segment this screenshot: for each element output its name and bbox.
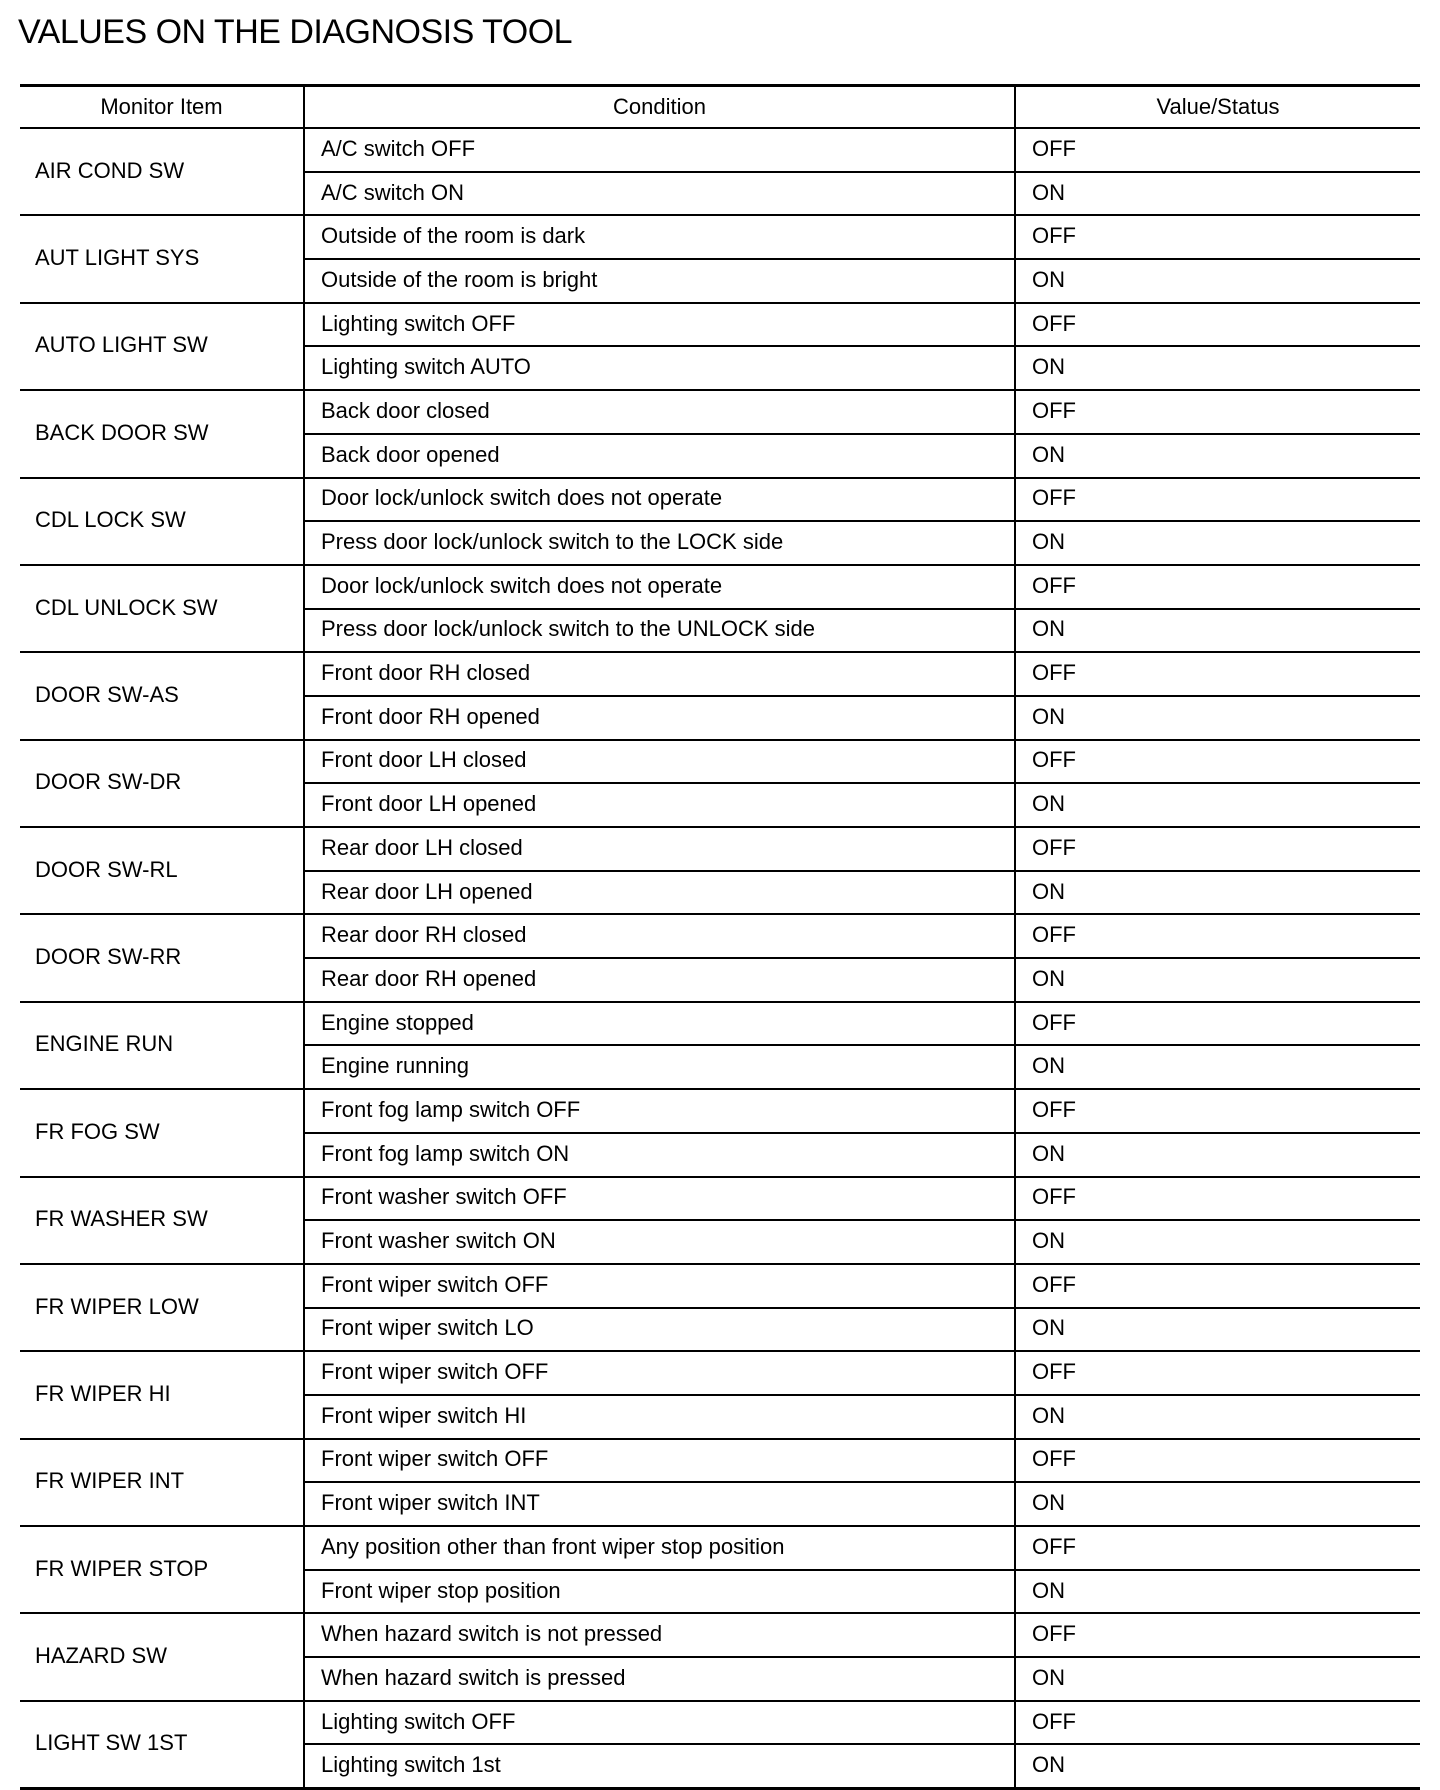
value-status-cell: ON xyxy=(1015,259,1420,303)
condition-cell: Front wiper switch OFF xyxy=(304,1264,1015,1308)
table-row xyxy=(20,1089,1420,1133)
monitor-item-cell: DOOR SW-RR xyxy=(20,914,304,1001)
condition-cell: Door lock/unlock switch does not operate xyxy=(304,478,1015,522)
table-row xyxy=(20,565,1420,609)
value-status-cell: ON xyxy=(1015,1045,1420,1089)
monitor-item-cell: HAZARD SW xyxy=(20,1613,304,1700)
monitor-item-cell: FR WASHER SW xyxy=(20,1177,304,1264)
condition-cell: Front door LH closed xyxy=(304,740,1015,784)
condition-cell: Rear door RH opened xyxy=(304,958,1015,1002)
condition-cell: Front wiper switch LO xyxy=(304,1308,1015,1352)
table-row xyxy=(20,1351,1420,1395)
condition-cell: Front fog lamp switch ON xyxy=(304,1133,1015,1177)
table-row xyxy=(20,914,1420,958)
condition-cell: Front washer switch OFF xyxy=(304,1177,1015,1221)
value-status-cell: ON xyxy=(1015,696,1420,740)
condition-cell: Rear door LH closed xyxy=(304,827,1015,871)
value-status-cell: OFF xyxy=(1015,1526,1420,1570)
condition-cell: Lighting switch 1st xyxy=(304,1744,1015,1788)
header-value-status: Value/Status xyxy=(1015,86,1420,129)
value-status-cell: ON xyxy=(1015,1220,1420,1264)
table-row xyxy=(20,652,1420,696)
condition-cell: Lighting switch OFF xyxy=(304,1701,1015,1745)
value-status-cell: OFF xyxy=(1015,914,1420,958)
table-row xyxy=(20,215,1420,259)
table-row xyxy=(20,1526,1420,1570)
table-row xyxy=(20,478,1420,522)
condition-cell: Lighting switch OFF xyxy=(304,303,1015,347)
value-status-cell: ON xyxy=(1015,1744,1420,1788)
condition-cell: Front wiper stop position xyxy=(304,1570,1015,1614)
monitor-item-cell: FR WIPER LOW xyxy=(20,1264,304,1351)
condition-cell: Front wiper switch HI xyxy=(304,1395,1015,1439)
table-row xyxy=(20,1701,1420,1745)
header-monitor-item: Monitor Item xyxy=(20,86,304,129)
diagnosis-values-table xyxy=(20,84,1420,1790)
value-status-cell: ON xyxy=(1015,609,1420,653)
value-status-cell: ON xyxy=(1015,871,1420,915)
value-status-cell: OFF xyxy=(1015,740,1420,784)
condition-cell: A/C switch ON xyxy=(304,172,1015,216)
value-status-cell: OFF xyxy=(1015,128,1420,172)
value-status-cell: OFF xyxy=(1015,1002,1420,1046)
condition-cell: When hazard switch is pressed xyxy=(304,1657,1015,1701)
table-header-row xyxy=(20,86,1420,129)
table-row xyxy=(20,740,1420,784)
condition-cell: Front fog lamp switch OFF xyxy=(304,1089,1015,1133)
value-status-cell: OFF xyxy=(1015,478,1420,522)
value-status-cell: OFF xyxy=(1015,1439,1420,1483)
condition-cell: Front washer switch ON xyxy=(304,1220,1015,1264)
value-status-cell: ON xyxy=(1015,1133,1420,1177)
value-status-cell: OFF xyxy=(1015,1089,1420,1133)
monitor-item-cell: LIGHT SW 1ST xyxy=(20,1701,304,1789)
value-status-cell: OFF xyxy=(1015,390,1420,434)
monitor-item-cell: CDL LOCK SW xyxy=(20,478,304,565)
monitor-item-cell: AUTO LIGHT SW xyxy=(20,303,304,390)
value-status-cell: ON xyxy=(1015,1482,1420,1526)
page-title: VALUES ON THE DIAGNOSIS TOOL xyxy=(18,13,573,51)
condition-cell: Front wiper switch OFF xyxy=(304,1351,1015,1395)
value-status-cell: ON xyxy=(1015,1570,1420,1614)
condition-cell: Rear door RH closed xyxy=(304,914,1015,958)
value-status-cell: ON xyxy=(1015,1395,1420,1439)
monitor-item-cell: FR FOG SW xyxy=(20,1089,304,1176)
table-row xyxy=(20,1177,1420,1221)
value-status-cell: OFF xyxy=(1015,1613,1420,1657)
table-row xyxy=(20,128,1420,172)
monitor-item-cell: ENGINE RUN xyxy=(20,1002,304,1089)
table-row xyxy=(20,1002,1420,1046)
table-row xyxy=(20,1264,1420,1308)
condition-cell: Lighting switch AUTO xyxy=(304,346,1015,390)
condition-cell: Back door closed xyxy=(304,390,1015,434)
value-status-cell: OFF xyxy=(1015,827,1420,871)
monitor-item-cell: DOOR SW-RL xyxy=(20,827,304,914)
condition-cell: Front wiper switch OFF xyxy=(304,1439,1015,1483)
table-row xyxy=(20,1613,1420,1657)
condition-cell: When hazard switch is not pressed xyxy=(304,1613,1015,1657)
value-status-cell: ON xyxy=(1015,172,1420,216)
value-status-cell: ON xyxy=(1015,434,1420,478)
condition-cell: Front door LH opened xyxy=(304,783,1015,827)
value-status-cell: ON xyxy=(1015,1308,1420,1352)
value-status-cell: ON xyxy=(1015,1657,1420,1701)
table-row xyxy=(20,390,1420,434)
monitor-item-cell: AIR COND SW xyxy=(20,128,304,215)
value-status-cell: OFF xyxy=(1015,1351,1420,1395)
value-status-cell: OFF xyxy=(1015,1264,1420,1308)
condition-cell: Front wiper switch INT xyxy=(304,1482,1015,1526)
condition-cell: A/C switch OFF xyxy=(304,128,1015,172)
value-status-cell: ON xyxy=(1015,346,1420,390)
monitor-item-cell: DOOR SW-AS xyxy=(20,652,304,739)
monitor-item-cell: BACK DOOR SW xyxy=(20,390,304,477)
condition-cell: Any position other than front wiper stop position xyxy=(304,1526,1015,1570)
value-status-cell: OFF xyxy=(1015,1177,1420,1221)
value-status-cell: ON xyxy=(1015,783,1420,827)
value-status-cell: OFF xyxy=(1015,1701,1420,1745)
condition-cell: Rear door LH opened xyxy=(304,871,1015,915)
condition-cell: Outside of the room is bright xyxy=(304,259,1015,303)
condition-cell: Engine running xyxy=(304,1045,1015,1089)
condition-cell: Outside of the room is dark xyxy=(304,215,1015,259)
monitor-item-cell: FR WIPER HI xyxy=(20,1351,304,1438)
condition-cell: Door lock/unlock switch does not operate xyxy=(304,565,1015,609)
monitor-item-cell: CDL UNLOCK SW xyxy=(20,565,304,652)
value-status-cell: ON xyxy=(1015,521,1420,565)
monitor-item-cell: AUT LIGHT SYS xyxy=(20,215,304,302)
table-row xyxy=(20,827,1420,871)
header-condition: Condition xyxy=(304,86,1015,129)
condition-cell: Back door opened xyxy=(304,434,1015,478)
value-status-cell: OFF xyxy=(1015,565,1420,609)
value-status-cell: ON xyxy=(1015,958,1420,1002)
monitor-item-cell: DOOR SW-DR xyxy=(20,740,304,827)
monitor-item-cell: FR WIPER STOP xyxy=(20,1526,304,1613)
table-body xyxy=(20,128,1420,1789)
value-status-cell: OFF xyxy=(1015,652,1420,696)
condition-cell: Press door lock/unlock switch to the UNLOCK side xyxy=(304,609,1015,653)
value-status-cell: OFF xyxy=(1015,303,1420,347)
table-row xyxy=(20,1439,1420,1483)
table-row xyxy=(20,303,1420,347)
monitor-item-cell: FR WIPER INT xyxy=(20,1439,304,1526)
condition-cell: Press door lock/unlock switch to the LOCK side xyxy=(304,521,1015,565)
condition-cell: Engine stopped xyxy=(304,1002,1015,1046)
condition-cell: Front door RH closed xyxy=(304,652,1015,696)
value-status-cell: OFF xyxy=(1015,215,1420,259)
condition-cell: Front door RH opened xyxy=(304,696,1015,740)
